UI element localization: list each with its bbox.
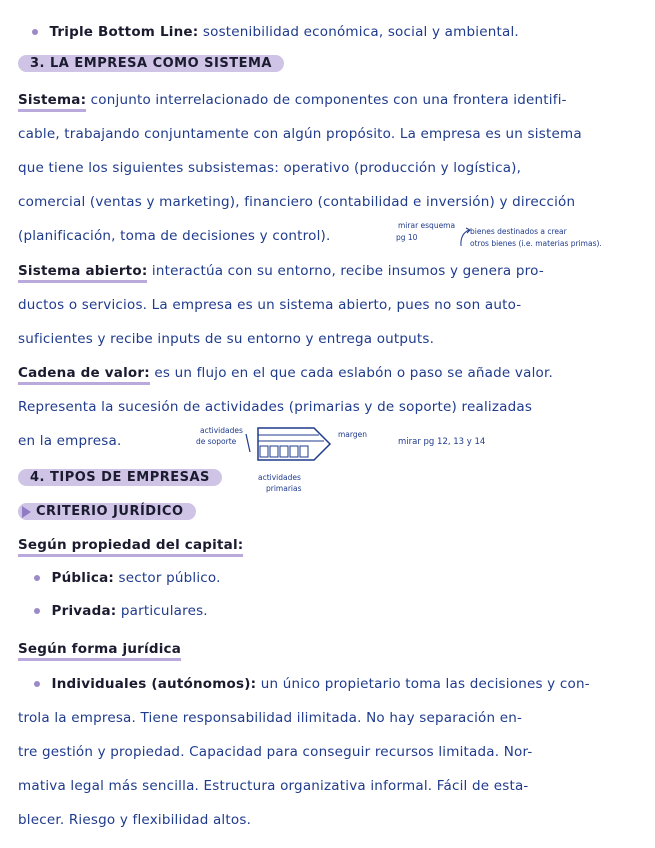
note-mirar-esquema: mirar esquema (398, 221, 456, 230)
value-chain-diagram (244, 422, 344, 466)
criterio-juridico-heading (18, 503, 196, 520)
forma-line-4: mativa legal más sencilla. Estructura organizativa informal. Fácil de esta- (18, 778, 529, 794)
cadena-valor-term: Cadena de valor: (18, 365, 150, 385)
section-4-heading (18, 469, 222, 486)
bullet-dot-icon (34, 575, 40, 581)
sistema-line-2: cable, trabajando conjuntamente con algún propósito. La empresa es un sistema (18, 126, 582, 142)
forma-text-1: un único propietario toma las decisiones y con- (260, 676, 590, 692)
sistema-abierto-line-1 (18, 263, 544, 279)
diagram-primary-box-3 (280, 446, 288, 457)
forma-line-5: blecer. Riesgo y flexibilidad altos. (18, 812, 252, 828)
diagram-primary-box-2 (270, 446, 278, 457)
sistema-text-1: conjunto interrelacionado de componentes con una frontera identifi- (90, 92, 567, 108)
note-bienes-1: bienes destinados a crear (470, 227, 567, 236)
propiedad-item-label: Privada: (51, 603, 117, 619)
sistema-abierto-line-3: suficientes y recibe inputs de su entorno y entrega outputs. (18, 331, 435, 347)
diagram-soporte-label-2: de soporte (196, 437, 237, 446)
diagram-primary-box-1 (260, 446, 268, 457)
sistema-abierto-line-2: ductos o servicios. La empresa es un sistema abierto, pues no son auto- (18, 297, 522, 313)
section-3-title: 3. LA EMPRESA COMO SISTEMA (18, 55, 284, 72)
section-3-heading (18, 55, 284, 72)
forma-line-1 (34, 676, 590, 692)
note-pg-10: pg 10 (396, 233, 418, 242)
propiedad-item-text: sector público. (118, 570, 221, 586)
diagram-primary-box-4 (290, 446, 298, 457)
propiedad-item-privada (34, 603, 208, 619)
cadena-valor-line-3: en la empresa. (18, 433, 122, 449)
note-mirar-pg-12-14: mirar pg 12, 13 y 14 (398, 437, 486, 447)
bullet-text: sostenibilidad económica, social y ambiental. (202, 24, 519, 40)
bullet-triple-bottom-line (32, 24, 519, 40)
diagram-pointer-line (246, 434, 250, 452)
propiedad-item-publica (34, 570, 221, 586)
bullet-dot-icon (34, 681, 40, 687)
forma-line-2: trola la empresa. Tiene responsabilidad ilimitada. No hay separación en- (18, 710, 523, 726)
sistema-line-3: que tiene los siguientes subsistemas: operativo (producción y logística), (18, 160, 522, 176)
sistema-term: Sistema: (18, 92, 86, 112)
diagram-primary-box-5 (300, 446, 308, 457)
propiedad-heading-text: Según propiedad del capital: (18, 537, 243, 557)
cadena-valor-line-1 (18, 365, 553, 381)
sistema-line-5: (planificación, toma de decisiones y control). (18, 228, 331, 244)
diagram-primarias-label-2: primarias (266, 484, 302, 493)
propiedad-item-label: Pública: (51, 570, 115, 586)
bullet-dot-icon (32, 29, 38, 35)
criterio-juridico-title: CRITERIO JURÍDICO (36, 504, 184, 519)
section-4-title: 4. TIPOS DE EMPRESAS (18, 469, 222, 486)
bullet-dot-icon (34, 608, 40, 614)
forma-heading-text: Según forma jurídica (18, 641, 181, 661)
sistema-line-1 (18, 92, 567, 108)
propiedad-item-text: particulares. (120, 603, 208, 619)
diagram-arrow-shape (258, 428, 330, 460)
individuales-label: Individuales (autónomos): (51, 676, 257, 692)
sistema-abierto-term: Sistema abierto: (18, 263, 147, 283)
cadena-valor-line-2: Representa la sucesión de actividades (primarias y de soporte) realizadas (18, 399, 533, 415)
note-bienes-2: otros bienes (i.e. materias primas). (470, 239, 602, 248)
forma-line-3: tre gestión y propiedad. Capacidad para conseguir recursos limitada. Nor- (18, 744, 533, 760)
diagram-soporte-label-1: actividades (200, 426, 243, 435)
forma-heading (18, 641, 181, 657)
bullet-label: Triple Bottom Line: (49, 24, 199, 40)
criterio-juridico-pill (18, 503, 196, 520)
play-triangle-icon (22, 506, 31, 518)
cadena-valor-text-1: es un flujo en el que cada eslabón o paso se añade valor. (154, 365, 553, 381)
diagram-margen-label: margen (338, 430, 367, 439)
sistema-line-4: comercial (ventas y marketing), financiero (contabilidad e inversión) y dirección (18, 194, 576, 210)
sistema-abierto-text-1: interactúa con su entorno, recibe insumos y genera pro- (151, 263, 544, 279)
diagram-primarias-label-1: actividades (258, 473, 301, 482)
propiedad-heading (18, 537, 243, 553)
